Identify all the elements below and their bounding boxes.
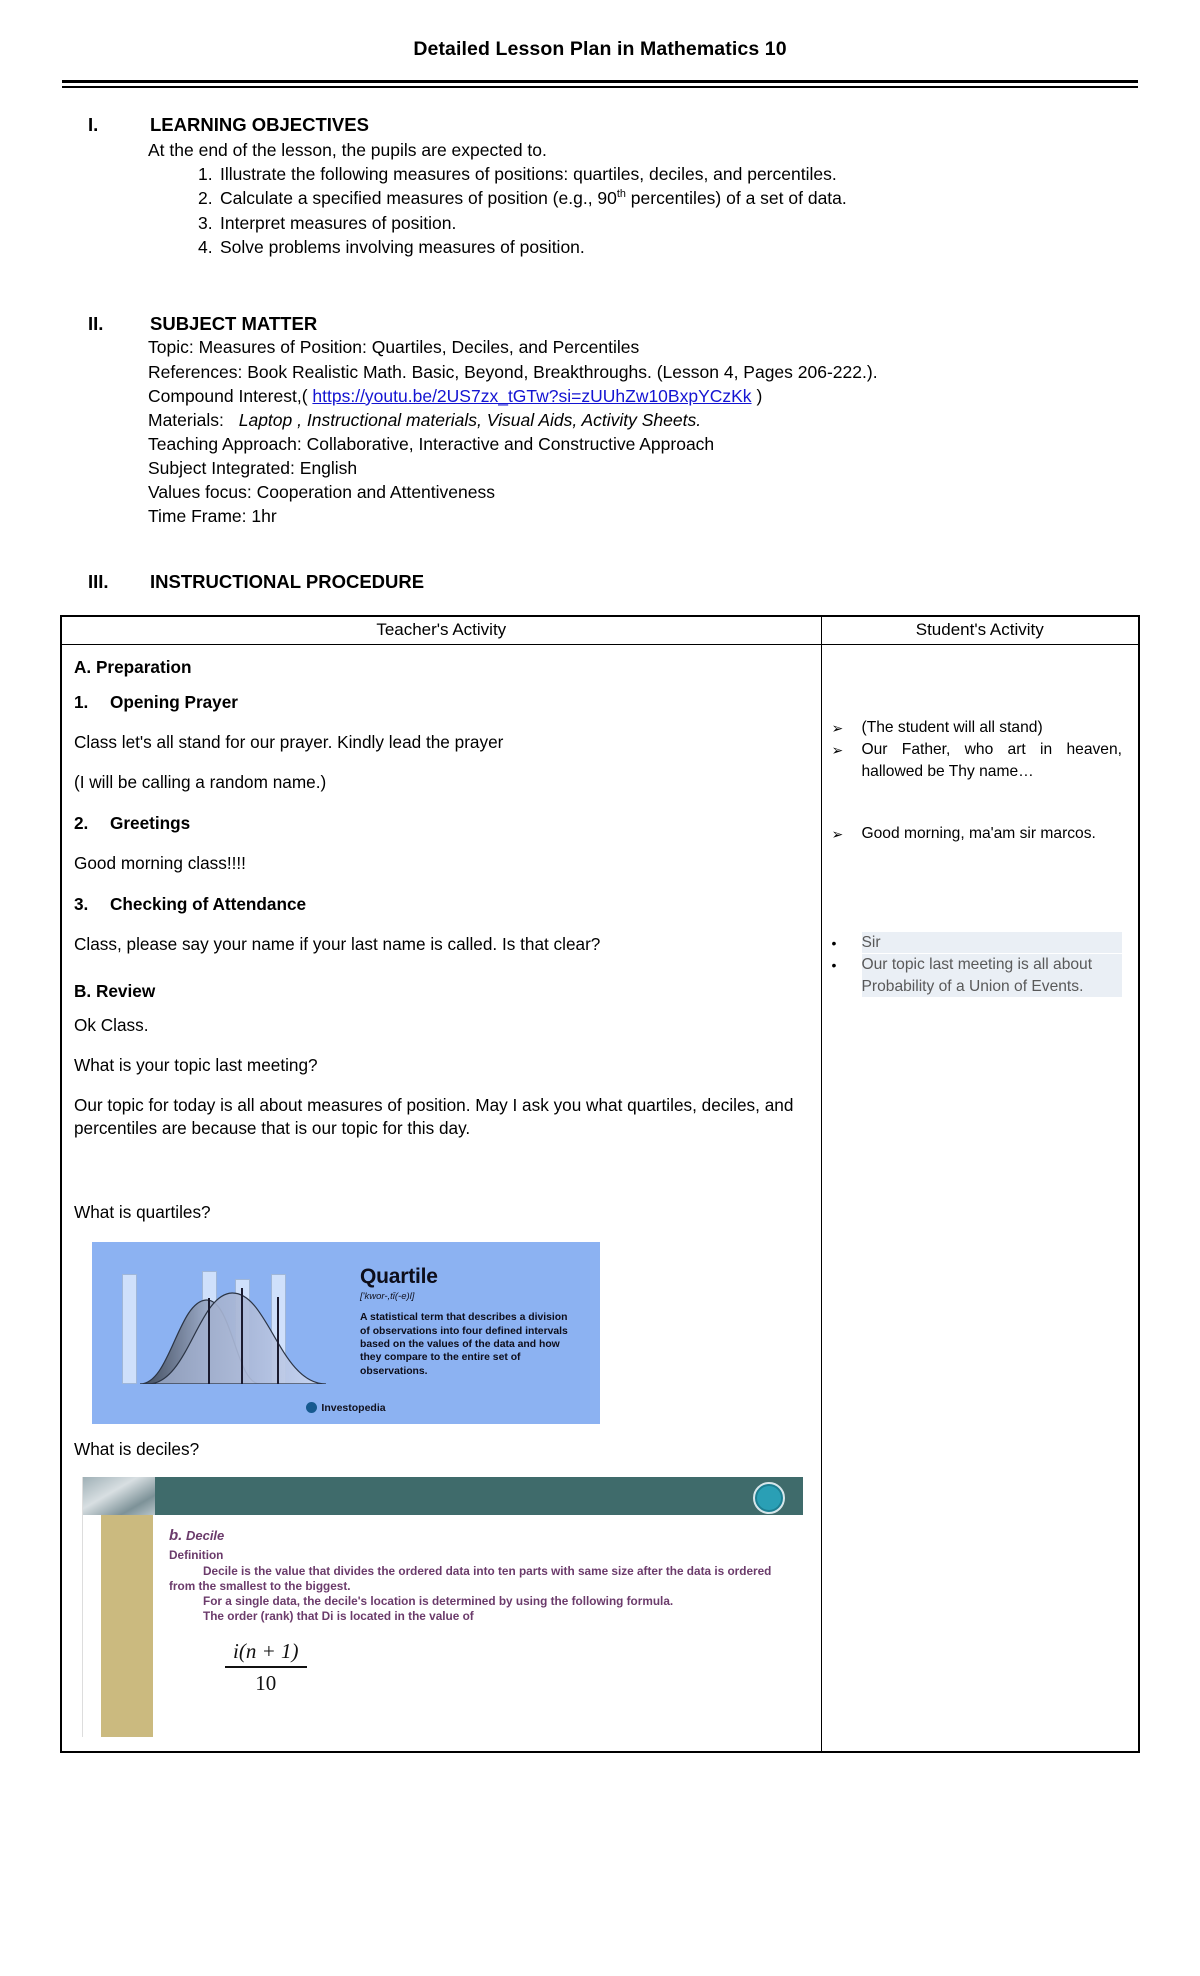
subject-matter-body — [0, 335, 1200, 528]
subject-integrated: Subject Integrated: English — [148, 458, 358, 479]
quartile-definition: A statistical term that describes a division of observations into four defined intervals based on the values of the data and how they compare to the entire set of observations. — [360, 1312, 568, 1377]
objectives-lead: At the end of the lesson, the pupils are expected to. — [148, 140, 547, 160]
student-response-text: Good morning, ma'am sir marcos. — [861, 825, 1096, 843]
decile-slide-body — [169, 1527, 793, 1697]
table-header-row — [61, 616, 1139, 645]
objective-item — [198, 211, 1140, 235]
section-instructional-procedure — [0, 571, 1200, 593]
section-numeral: I. — [88, 114, 99, 135]
bell-curve-shape — [140, 1288, 334, 1384]
greetings-title: Greetings — [110, 813, 191, 834]
column-header-student: Student's Activity — [821, 616, 1139, 645]
arrow-bullet-icon: ➢ — [831, 826, 844, 843]
materials-value: Laptop , Instructional materials, Visual Aids, Activity Sheets. — [238, 409, 702, 430]
greetings-heading — [74, 802, 807, 843]
objective-text: Interpret measures of position. — [220, 212, 457, 233]
greetings-number: 2. — [74, 813, 89, 834]
opening-prayer-line-1: Class let's all stand for our prayer. Kindly lead the prayer — [74, 732, 504, 753]
list-item — [832, 823, 1123, 845]
spacer — [832, 846, 1123, 932]
objective-number: 2. — [198, 188, 213, 209]
student-response-group-1 — [832, 717, 1123, 783]
subject-time-frame: Time Frame: 1hr — [148, 506, 277, 527]
column-header-teacher: Teacher's Activity — [61, 616, 821, 645]
list-item — [832, 932, 1123, 954]
decile-slide-header-bar — [83, 1477, 803, 1515]
decile-paragraph-1: Decile is the value that divides the ordered data into ten parts with same size after the data is ordered from the smallest to the biggest. — [169, 1564, 772, 1594]
opening-prayer-heading — [74, 681, 807, 722]
quartile-divider-line — [208, 1298, 210, 1384]
review-line-2: What is your topic last meeting? — [74, 1055, 318, 1076]
list-item — [832, 717, 1123, 739]
student-activity-cell — [821, 644, 1139, 1752]
spacer — [74, 1148, 807, 1192]
review-line-1: Ok Class. — [74, 1015, 149, 1036]
decile-slide-thumbnail — [83, 1477, 155, 1515]
section-heading-subject-matter — [0, 313, 1200, 335]
page-title: Detailed Lesson Plan in Mathematics 10 — [413, 38, 787, 60]
table-row — [61, 644, 1139, 1752]
quartile-text-block — [360, 1266, 580, 1378]
quartile-phonetic: ['kwor-,tī(-e)l] — [360, 1290, 415, 1302]
objective-item — [198, 162, 1140, 186]
objective-number: 3. — [198, 212, 213, 233]
section-title: SUBJECT MATTER — [150, 313, 318, 335]
objective-text: Solve problems involving measures of position. — [220, 237, 585, 258]
objective-number: 4. — [198, 237, 213, 258]
institution-seal-icon — [753, 1482, 785, 1514]
subject-teaching-approach: Teaching Approach: Collaborative, Interactive and Constructive Approach — [148, 433, 715, 454]
opening-prayer-title: Opening Prayer — [110, 692, 238, 713]
review-heading: B. Review — [74, 980, 156, 1001]
title-divider — [62, 80, 1138, 88]
attendance-title: Checking of Attendance — [110, 893, 307, 914]
materials-label: Materials: — [148, 409, 224, 430]
decile-definition-heading: Definition — [169, 1547, 224, 1562]
quartile-bar — [122, 1274, 137, 1384]
quartile-infographic — [92, 1242, 600, 1424]
decile-formula-denominator: 10 — [255, 1671, 277, 1696]
section-subject-matter — [0, 313, 1200, 528]
attendance-heading — [74, 883, 807, 924]
section-numeral: III. — [88, 570, 109, 592]
list-item — [832, 739, 1123, 782]
objectives-list — [148, 162, 1140, 259]
attendance-line-1: Class, please say your name if your last name is called. Is that clear? — [74, 933, 601, 954]
section-heading-procedure — [0, 571, 1200, 593]
decile-label-word: Decile — [185, 1527, 225, 1543]
quartile-term: Quartile — [360, 1264, 438, 1288]
spacer — [832, 783, 1123, 823]
question-quartiles: What is quartiles? — [74, 1201, 211, 1222]
subject-values-focus: Values focus: Cooperation and Attentiveness — [148, 482, 495, 503]
list-item — [832, 954, 1123, 997]
subject-compound-interest — [148, 384, 1140, 408]
subject-materials — [148, 408, 1140, 432]
section-title: LEARNING OBJECTIVES — [150, 114, 369, 135]
quartile-chart — [114, 1264, 334, 1384]
opening-prayer-line-2: (I will be calling a random name.) — [74, 772, 327, 793]
decile-slide-image — [82, 1477, 803, 1737]
student-response-group-2 — [832, 823, 1123, 845]
dot-bullet-icon: • — [831, 934, 837, 951]
decile-slide-sidebar — [101, 1515, 153, 1737]
decile-formula — [225, 1638, 307, 1697]
arrow-bullet-icon: ➢ — [831, 719, 844, 736]
decile-label-letter: b. — [169, 1526, 183, 1544]
student-response-text-highlighted: Our topic last meeting is all about Probability of a Union of Events. — [862, 954, 1123, 997]
attendance-number: 3. — [74, 893, 89, 914]
section-heading-objectives — [0, 114, 1200, 136]
preparation-heading: A. Preparation — [74, 656, 192, 677]
compound-interest-close: ) — [756, 385, 763, 406]
decile-paragraph-2: For a single data, the decile's location is determined by using the following formula. — [203, 1594, 674, 1609]
arrow-bullet-icon: ➢ — [831, 742, 844, 759]
objectives-body — [0, 138, 1200, 259]
student-activity-content — [822, 645, 1139, 1013]
section-title: INSTRUCTIONAL PROCEDURE — [150, 570, 425, 592]
subject-references: References: Book Realistic Math. Basic, Beyond, Breakthroughs. (Lesson 4, Pages 206-222.). — [148, 361, 878, 382]
objective-item — [198, 186, 1140, 210]
decile-formula-numerator: i(n + 1) — [225, 1638, 307, 1668]
decile-label — [169, 1527, 793, 1546]
section-numeral: II. — [88, 313, 104, 335]
student-response-text-highlighted: Sir — [862, 932, 1123, 954]
student-response-group-3 — [832, 932, 1123, 998]
objective-text-pre: Calculate a specified measures of position (e.g., 90 — [220, 188, 617, 209]
spacer — [832, 653, 1123, 717]
decile-paragraph-3: The order (rank) that Di is located in the value of — [203, 1608, 474, 1623]
dot-bullet-icon: • — [831, 957, 837, 974]
objective-text: Illustrate the following measures of positions: quartiles, deciles, and percentiles. — [220, 164, 837, 185]
opening-prayer-number: 1. — [74, 692, 89, 713]
quartile-divider-line — [277, 1297, 279, 1384]
quartile-divider-line — [241, 1288, 243, 1384]
teacher-activity-content — [62, 645, 821, 1751]
investopedia-branding — [92, 1402, 600, 1416]
investopedia-logo-icon — [306, 1402, 317, 1413]
student-response-text: Our Father, who art in heaven, hallowed be Thy name… — [861, 741, 1122, 780]
greetings-line-1: Good morning class!!!! — [74, 852, 246, 873]
objective-superscript: th — [616, 188, 626, 201]
question-deciles: What is deciles? — [74, 1438, 200, 1459]
review-line-3: Our topic for today is all about measures of position. May I ask you what quartiles, deciles, and percentiles are because that is our topic for this day. — [74, 1095, 794, 1139]
objective-text-post: percentiles) of a set of data. — [625, 188, 847, 209]
section-learning-objectives — [0, 114, 1200, 259]
objective-number: 1. — [198, 164, 213, 185]
instructional-procedure-table — [60, 615, 1140, 1753]
youtube-link[interactable]: https://youtu.be/2US7zx_tGTw?si=zUUhZw10BxpYCzKk — [312, 385, 752, 406]
student-response-text: (The student will all stand) — [861, 718, 1043, 736]
investopedia-label: Investopedia — [321, 1401, 386, 1414]
teacher-activity-cell — [61, 644, 821, 1752]
compound-interest-label: Compound Interest,( — [148, 385, 308, 406]
objective-item — [198, 235, 1140, 259]
subject-topic: Topic: Measures of Position: Quartiles, Deciles, and Percentiles — [148, 337, 640, 358]
